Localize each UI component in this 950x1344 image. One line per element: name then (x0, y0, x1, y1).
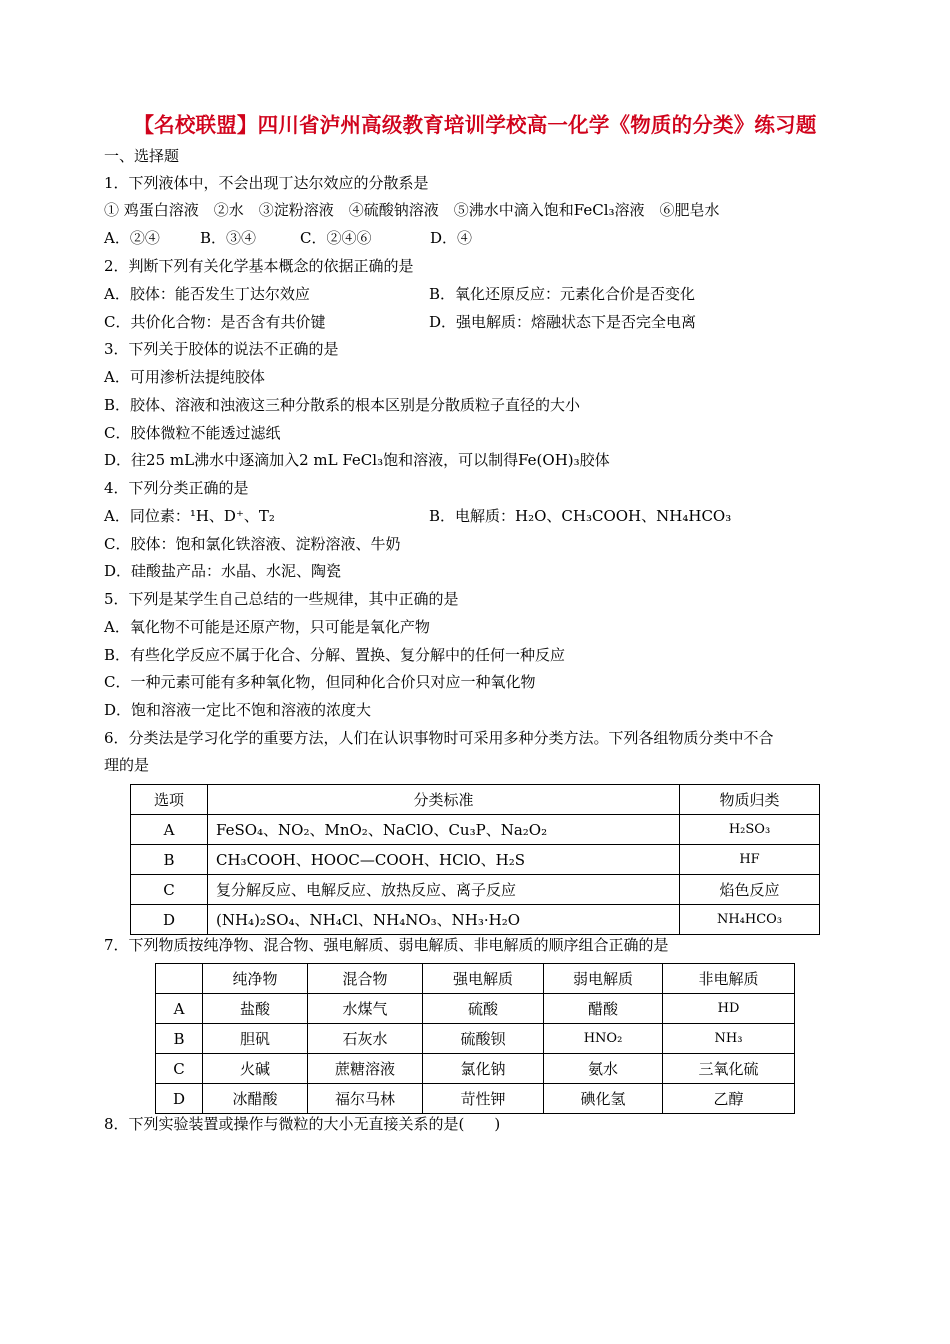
q6-table (130, 784, 820, 935)
q5-option-c: C．一种元素可能有多种氧化物，但同种化合价只对应一种氧化物 (104, 673, 536, 691)
q2-option-b: B．氧化还原反应：元素化合价是否变化 (429, 285, 696, 303)
table-cell: (NH₄)₂SO₄、NH₄Cl、NH₄NO₃、NH₃·H₂O (208, 905, 680, 935)
q2-stem: 2．判断下列有关化学基本概念的依据正确的是 (104, 257, 414, 275)
q5-option-d: D．饱和溶液一定比不饱和溶液的浓度大 (104, 701, 372, 719)
page-title: 【名校联盟】四川省泸州高级教育培训学校高一化学《物质的分类》练习题 (133, 113, 817, 137)
table-header-cell: 弱电解质 (544, 964, 663, 994)
table-cell: 醋酸 (544, 994, 663, 1024)
q5-stem: 5．下列是某学生自己总结的一些规律，其中正确的是 (104, 590, 459, 608)
q2-option-a: A．胶体：能否发生丁达尔效应 (104, 285, 310, 303)
section-heading: 一、选择题 (104, 147, 180, 165)
table-cell: D (131, 905, 208, 935)
table-cell: 硫酸 (423, 994, 544, 1024)
table-header-cell: 纯净物 (203, 964, 308, 994)
table-header-cell: 混合物 (308, 964, 423, 994)
q7-stem: 7．下列物质按纯净物、混合物、强电解质、弱电解质、非电解质的顺序组合正确的是 (104, 936, 669, 954)
table-cell: 复分解反应、电解反应、放热反应、离子反应 (208, 875, 680, 905)
table-cell: 乙醇 (663, 1084, 795, 1114)
table-row (156, 1024, 795, 1054)
table-header-cell: 非电解质 (663, 964, 795, 994)
q4-stem: 4．下列分类正确的是 (104, 479, 249, 497)
table-cell: 盐酸 (203, 994, 308, 1024)
q4-option-a: A．同位素：¹H、D⁺、T₂ (104, 507, 275, 525)
q6-stem-line2: 理的是 (104, 756, 150, 774)
table-cell: 胆矾 (203, 1024, 308, 1054)
q4-option-d: D．硅酸盐产品：水晶、水泥、陶瓷 (104, 562, 342, 580)
q7-table (155, 963, 795, 1114)
table-cell: 三氧化硫 (663, 1054, 795, 1084)
table-cell: 水煤气 (308, 994, 423, 1024)
table-cell: CH₃COOH、HOOC—COOH、HClO、H₂S (208, 845, 680, 875)
table-header-cell: 物质归类 (680, 785, 820, 815)
table-row (156, 1054, 795, 1084)
table-cell: 冰醋酸 (203, 1084, 308, 1114)
table-cell: 蔗糖溶液 (308, 1054, 423, 1084)
q3-option-a: A．可用渗析法提纯胶体 (104, 368, 265, 386)
table-cell: HD (663, 994, 795, 1024)
q3-stem: 3．下列关于胶体的说法不正确的是 (104, 340, 339, 358)
q4-option-c: C．胶体：饱和氯化铁溶液、淀粉溶液、牛奶 (104, 535, 401, 553)
q8-stem: 8．下列实验装置或操作与微粒的大小无直接关系的是( ) (104, 1115, 501, 1133)
table-cell: B (156, 1024, 203, 1054)
table-cell: 福尔马林 (308, 1084, 423, 1114)
table-cell: FeSO₄、NO₂、MnO₂、NaClO、Cu₃P、Na₂O₂ (208, 815, 680, 845)
q3-option-c: C．胶体微粒不能透过滤纸 (104, 424, 281, 442)
q2-option-c: C．共价化合物：是否含有共价键 (104, 313, 326, 331)
q3-option-d: D．往25 mL沸水中逐滴加入2 mL FeCl₃饱和溶液，可以制得Fe(OH)₃胶体 (104, 451, 610, 469)
table-cell: 石灰水 (308, 1024, 423, 1054)
table-header-cell (156, 964, 203, 994)
table-cell: D (156, 1084, 203, 1114)
table-cell: B (131, 845, 208, 875)
table-cell: C (131, 875, 208, 905)
table-header-row (156, 964, 795, 994)
table-header-cell: 强电解质 (423, 964, 544, 994)
table-row (131, 905, 820, 935)
table-row (131, 875, 820, 905)
q1-option-d: D．④ (430, 229, 473, 247)
q2-option-d: D．强电解质：熔融状态下是否完全电离 (429, 313, 697, 331)
q1-stem: 1．下列液体中，不会出现丁达尔效应的分散系是 (104, 174, 429, 192)
table-cell: A (156, 994, 203, 1024)
q6-stem-line1: 6．分类法是学习化学的重要方法，人们在认识事物时可采用多种分类方法。下列各组物质分类中不合 (104, 729, 774, 747)
q3-option-b: B．胶体、溶液和浊液这三种分散系的根本区别是分散质粒子直径的大小 (104, 396, 581, 414)
q1-option-a: A．②④ (104, 229, 160, 247)
q1-items: ① 鸡蛋白溶液 ②水 ③淀粉溶液 ④硫酸钠溶液 ⑤沸水中滴入饱和FeCl₃溶液 ⑥肥皂水 (104, 201, 720, 219)
table-header-cell: 分类标准 (208, 785, 680, 815)
table-cell: HNO₂ (544, 1024, 663, 1054)
table-cell: NH₃ (663, 1024, 795, 1054)
table-cell: NH₄HCO₃ (680, 905, 820, 935)
table-row (131, 815, 820, 845)
table-row (156, 994, 795, 1024)
table-row (156, 1084, 795, 1114)
q5-option-b: B．有些化学反应不属于化合、分解、置换、复分解中的任何一种反应 (104, 646, 566, 664)
q1-option-b: B．③④ (200, 229, 257, 247)
q4-row-ab (104, 506, 904, 526)
table-cell: H₂SO₃ (680, 815, 820, 845)
table-header-cell: 选项 (131, 785, 208, 815)
table-cell: HF (680, 845, 820, 875)
q1-options (104, 228, 472, 248)
q1-option-c: C．②④⑥ (300, 229, 372, 247)
table-cell: 碘化氢 (544, 1084, 663, 1114)
q2-row-cd (104, 312, 904, 332)
q4-option-b: B．电解质：H₂O、CH₃COOH、NH₄HCO₃ (429, 507, 732, 525)
table-cell: 火碱 (203, 1054, 308, 1084)
table-header-row (131, 785, 820, 815)
table-cell: 氯化钠 (423, 1054, 544, 1084)
q5-option-a: A．氧化物不可能是还原产物，只可能是氧化产物 (104, 618, 430, 636)
table-cell: 苛性钾 (423, 1084, 544, 1114)
table-cell: 焰色反应 (680, 875, 820, 905)
table-cell: 氨水 (544, 1054, 663, 1084)
table-cell: A (131, 815, 208, 845)
table-row (131, 845, 820, 875)
table-cell: C (156, 1054, 203, 1084)
table-cell: 硫酸钡 (423, 1024, 544, 1054)
q2-row-ab (104, 284, 904, 304)
